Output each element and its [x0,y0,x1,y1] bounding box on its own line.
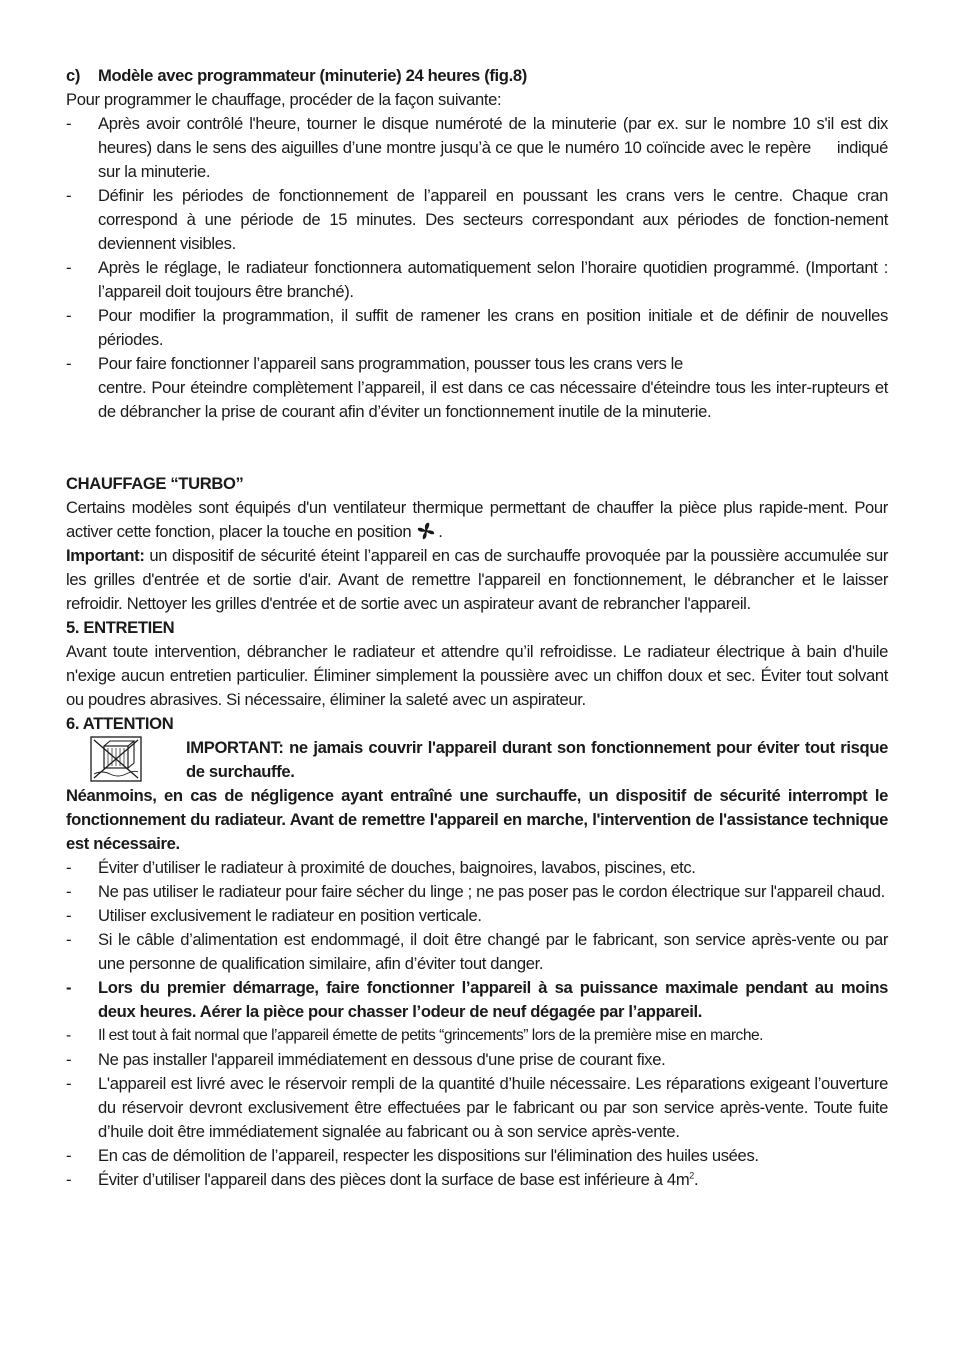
list-item: - Ne pas utiliser le radiateur pour faire sécher du linge ; ne pas poser pas le cordon électrique sur l'appareil chaud. [66,880,888,904]
turbo-important: Important: un dispositif de sécurité éteint l’appareil en cas de surchauffe provoquée par la poussière accumulée sur les grilles d'entrée et de sortie d'air. Avant de remettre l'appareil en fonctionnement, le débrancher et le laisser refroidir. Nettoyer les grilles d'entrée et de sortie avec un aspirateur avant de rebrancher l'appareil. [66,546,888,613]
maintenance-text: Avant toute intervention, débrancher le radiateur et attendre qu’il refroidisse. Le radiateur électrique à bain d'huile n'exige aucun entretien particulier. Éliminer simplement la poussière avec un chiffon doux et sec. Éviter tout solvant ou poudres abrasives. Si nécessaire, éliminer la saleté avec un aspirateur. [66,642,888,709]
list-item: - Il est tout à fait normal que l’appareil émette de petits “grincements” lors de la première mise en marche. [66,1024,888,1048]
list-item: - Après le réglage, le radiateur fonctionnera automatiquement selon l’horaire quotidien programmé. (Important : l’appareil doit toujours être branché). [66,256,888,304]
turbo-text: Certains modèles sont équipés d'un ventilateur thermique permettant de chauffer la pièce plus rapide-ment. Pour activer cette fonction, placer la touche en position . [66,498,888,541]
attention-list [66,856,888,1192]
section-c-heading [66,64,888,88]
attention-warning [66,736,888,784]
section-c-list [66,112,888,424]
maintenance-heading: 5. ENTRETIEN [66,618,175,637]
list-item: - Utiliser exclusivement le radiateur en position verticale. [66,904,888,928]
list-item: - En cas de démolition de l’appareil, respecter les dispositions sur l'élimination des huiles usées. [66,1144,888,1168]
attention-heading: 6. ATTENTION [66,714,174,733]
list-item: - Éviter d’utiliser le radiateur à proximité de douches, baignoires, lavabos, piscines, etc. [66,856,888,880]
list-item: - L'appareil est livré avec le réservoir rempli de la quantité d’huile nécessaire. Les réparations exigeant l’ouverture du réservoir devront exclusivement être effectuées par le fabricant ou par son service après-vente. Toute fuite d’huile doit être immédiatement signalée au fabricant ou à son service après-vente. [66,1072,888,1144]
do-not-cover-icon [90,736,142,782]
list-item: - Éviter d’utiliser l'appareil dans des pièces dont la surface de base est inférieure à $4m^2$. [66,1168,888,1192]
section-c-title: Modèle avec programmateur (minuterie) 24 heures (fig.8) [98,66,527,85]
list-item: - Ne pas installer l'appareil immédiatement en dessous d'une prise de courant fixe. [66,1048,888,1072]
fan-icon [415,522,437,540]
list-item: - Si le câble d’alimentation est endommagé, il doit être changé par le fabricant, son service après-vente ou par une personne de qualification similaire, afin d’éviter tout danger. [66,928,888,976]
list-item: - Définir les périodes de fonctionnement de l’appareil en poussant les crans vers le centre. Chaque cran correspond à une période de 15 minutes. Des secteurs correspondant aux périodes de fonction-nement deviennent visibles. [66,184,888,256]
list-item: - Pour modifier la programmation, il suffit de ramener les crans en position initiale et de définir de nouvelles périodes. [66,304,888,352]
section-c-intro: Pour programmer le chauffage, procéder de la façon suivante: [66,90,502,109]
attention-bold-paragraph: Néanmoins, en cas de négligence ayant entraîné une surchauffe, un dispositif de sécurité interrompt le fonctionnement du radiateur. Avant de remettre l'appareil en marche, l'intervention de l'assistance technique est nécessaire. [66,786,888,853]
turbo-heading: CHAUFFAGE “TURBO” [66,474,244,493]
attention-important: IMPORTANT: ne jamais couvrir l'appareil durant son fonctionnement pour éviter tout risque de surchauffe. [186,738,888,781]
list-item: - Lors du premier démarrage, faire fonctionner l’appareil à sa puissance maximale pendant au moins deux heures. Aérer la pièce pour chasser l’odeur de neuf dégagée par l’appareil. [66,976,888,1024]
section-c-marker: c) [66,66,81,85]
list-item: - Après avoir contrôlé l'heure, tourner le disque numéroté de la minuterie (par ex. sur le nombre 10 s'il est dix heures) dans le sens des aiguilles d’une montre jusqu’à ce que le numéro 10 coïncide avec le repère indiqué sur la minuterie. [66,112,888,184]
list-item: - Pour faire fonctionner l’appareil sans programmation, pousser tous les crans vers le centre. Pour éteindre complètement l’appareil, il est dans ce cas nécessaire d'éteindre tous les inter-rupteurs et de débrancher la prise de courant afin d’éviter un fonctionnement inutile de la minuterie. [66,352,888,424]
